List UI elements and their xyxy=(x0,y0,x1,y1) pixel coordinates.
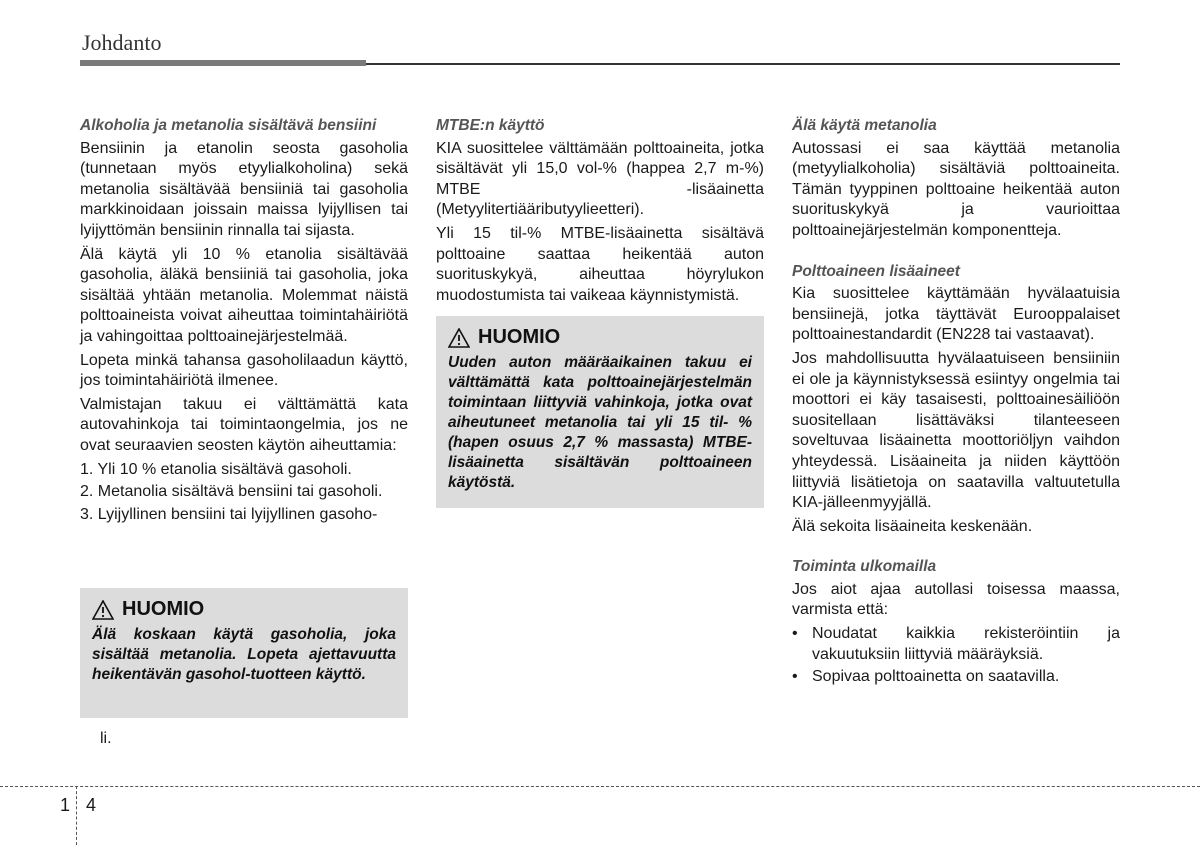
warning-triangle-icon xyxy=(448,328,470,348)
paragraph: Lopeta minkä tahansa gasoholilaadun käyttö, jos toimintahäiriötä ilmenee. xyxy=(80,351,408,390)
list-item: 2. Metanolia sisältävä bensiini tai gasoholi. xyxy=(80,483,383,501)
list-item: 3. Lyijyllinen bensiini tai lyijyllinen gasoho- xyxy=(80,505,378,523)
warning-triangle-icon xyxy=(92,600,114,620)
column-2 xyxy=(436,116,764,309)
paragraph: Älä käytä yli 10 % etanolia sisältävää gasoholia, äläkä bensiiniä tai gasoholia, joka sisältää yhtään metanolia. Molemmat näistä polttoaineista voivat aiheuttaa toimintahäiriötä ja vahingoittaa polttoainejärjestelmää. xyxy=(80,245,408,345)
bullet-icon: • xyxy=(792,625,798,643)
header-rule xyxy=(366,63,1120,65)
paragraph: Yli 15 til-% MTBE-lisäainetta sisältävä polttoaine saattaa heikentää auton suorituskykyä, aiheuttaa höyrylukon muodostumista tai vaikeaa käynnistymistä. xyxy=(436,224,764,304)
list-item xyxy=(792,667,1120,688)
numbered-list xyxy=(80,460,408,526)
paragraph: Älä sekoita lisäaineita keskenään. xyxy=(792,517,1033,535)
section-heading: Polttoaineen lisäaineet xyxy=(792,262,960,280)
section-heading: Toiminta ulkomailla xyxy=(792,558,937,576)
paragraph: Jos mahdollisuutta hyvälaatuiseen bensiiniin ei ole ja käynnistyksessä esiintyy ongelmia tai moottori ei käy tasaisesti, polttoainesäiliöön suositellaan lisättäväksi tilanteeseen soveltuvaa lisäainetta moottoriöljyn vaihdon yhteydessä. Lisäaineita ja niiden käyttöön liittyviä lisätietoja on saatavilla valtuutetulla KIA-jälleenmyyjällä. xyxy=(792,349,1120,512)
list-item: 1. Yli 10 % etanolia sisältävä gasoholi. xyxy=(80,460,352,478)
header-bar-dark xyxy=(80,60,366,66)
page-header-title: Johdanto xyxy=(82,30,162,55)
paragraph: Jos aiot ajaa autollasi toisessa maassa, varmista että: xyxy=(792,580,1120,619)
paragraph: Kia suosittelee käyttämään hyvälaatuisia bensiinejä, jotka täyttävät Eurooppalaiset polttoainestandardit (EN228 tai vastaavat). xyxy=(792,285,1120,344)
paragraph: KIA suosittelee välttämään polttoaineita, jotka sisältävät yli 15,0 vol-% (happea 2,7 m-%) MTBE -lisäainetta (Metyylitertiääributyylieetteri). xyxy=(436,139,764,219)
chapter-number: 1 xyxy=(60,795,71,815)
notice-text: Uuden auton määräaikainen takuu ei välttämättä kata polttoainejärjestelmän toimintaan liittyviä vahinkoja, jotka ovat aiheutuneet metanolia tai yli 15 til- % (hapen osuus 2,7 % massasta) MTBE-lisäainetta sisältävän polttoaineen käytöstä. xyxy=(448,354,752,491)
page-number: 4 xyxy=(86,795,97,815)
notice-box xyxy=(80,588,408,718)
column-3 xyxy=(792,116,1120,690)
notice-title: HUOMIO xyxy=(122,598,205,620)
list-item-text: Sopivaa polttoainetta on saatavilla. xyxy=(812,668,1060,686)
section-heading: Älä käytä metanolia xyxy=(792,117,937,134)
list-item-text: Noudatat kaikkia rekisteröintiin ja vakuutuksiin liittyviä määräyksiä. xyxy=(812,625,1120,663)
bullet-icon: • xyxy=(792,668,798,686)
column-1 xyxy=(80,116,408,527)
notice-title: HUOMIO xyxy=(478,326,561,348)
notice-box xyxy=(436,316,764,508)
paragraph: Bensiinin ja etanolin seosta gasoholia (tunnetaan myös etyylialkoholina) sekä metanolia sisältävää bensiiniä tai gasoholia markkinoidaan joissain maissa lyijyllisen tai lyijyttömän bensiinin rinnalla tai sijasta. xyxy=(80,139,408,239)
notice-text: Älä koskaan käytä gasoholia, joka sisältää metanolia. Lopeta ajettavuutta heikentävän gasohol-tuotteen käyttö. xyxy=(92,626,396,683)
list-continuation: li. xyxy=(100,730,112,747)
section-heading: MTBE:n käyttö xyxy=(436,117,545,134)
bullet-list xyxy=(792,624,1120,688)
paragraph: Valmistajan takuu ei välttämättä kata autovahinkoja tai toimintaongelmia, jos ne ovat seuraavien seosten käytön aiheuttamia: xyxy=(80,395,408,454)
footer-vertical-divider xyxy=(76,786,77,845)
list-item xyxy=(792,624,1120,665)
footer-divider xyxy=(0,786,1200,787)
section-heading: Alkoholia ja metanolia sisältävä bensiini xyxy=(80,117,377,134)
paragraph: Autossasi ei saa käyttää metanolia (metyylialkoholia) sisältäviä polttoaineita. Tämän tyyppinen polttoaine heikentää auton suorituskykyä ja vaurioittaa polttoainejärjestelmän komponentteja. xyxy=(792,139,1120,239)
